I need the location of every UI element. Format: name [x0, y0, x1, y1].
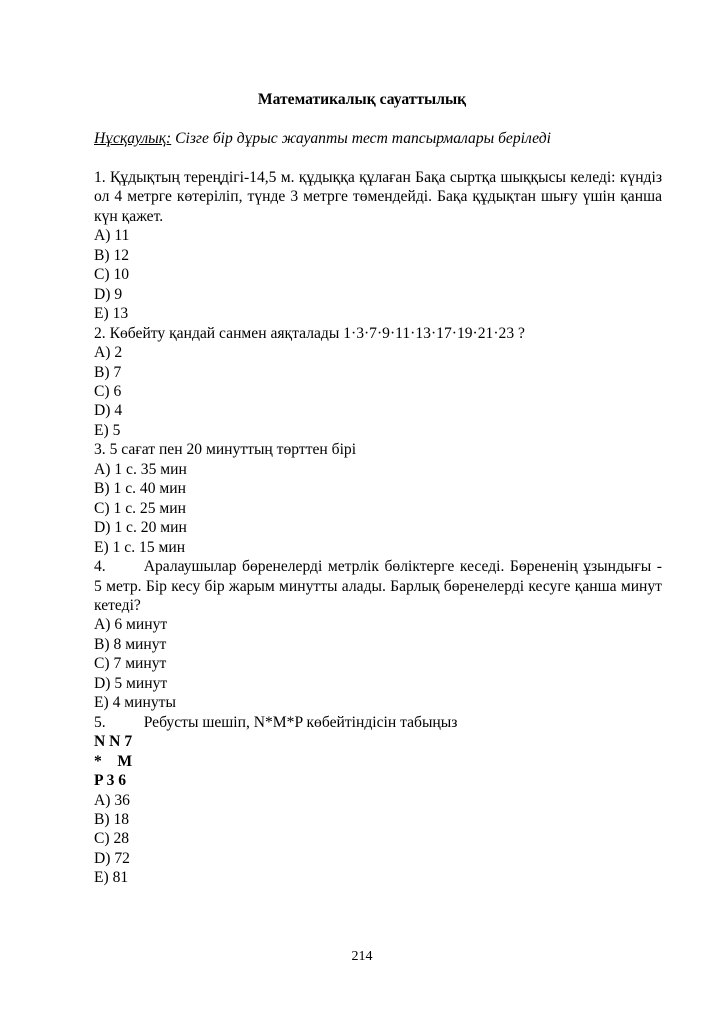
question-3-option-c: C) 1 с. 25 мин: [94, 499, 186, 517]
question-4-option-d: D) 5 минут: [94, 674, 168, 692]
question-4-number: 4.: [94, 558, 106, 576]
question-1-number: 1.: [94, 169, 106, 186]
question-1-option-e: E) 13: [94, 305, 129, 323]
question-4-option-b: B) 8 минут: [94, 635, 167, 653]
question-4-option-a: A) 6 минут: [94, 616, 168, 634]
question-2-option-c: C) 6: [94, 382, 122, 400]
question-5-option-d: D) 72: [94, 849, 130, 867]
question-5-option-c: C) 28: [94, 830, 130, 848]
question-3-option-e: E) 1 с. 15 мин: [94, 538, 186, 556]
question-4-text: Аралаушылар бөренелерді метрлік бөліктерге кеседі. Бөрененің ұзындығы - 5 метр. Бір кесу бір жарым минутты алады. Барлық бөренелерді кесуге қанша минут кетеді?: [94, 558, 662, 614]
instruction-label: Нұсқаулық:: [94, 130, 172, 147]
question-2-option-a: A) 2: [94, 344, 123, 362]
question-3-text: 5 сағат пен 20 минуттың төрттен бірі: [109, 441, 357, 459]
instruction: [94, 129, 660, 149]
question-1-option-c: C) 10: [94, 266, 130, 284]
question-1-text: Құдықтың тереңдігі-14,5 м. құдыққа құлаған Бақа сыртқа шыққысы келеді: күндіз ол 4 метрге көтеріліп, түнде 3 метрге төмендейді. Бақа құдықтан шығу үшін қанша күн қажет.: [94, 169, 662, 225]
question-4-option-c: C) 7 минут: [94, 655, 167, 673]
question-3-option-d: D) 1 с. 20 мин: [94, 519, 187, 537]
question-2-option-b: B) 7: [94, 363, 122, 381]
question-2: [94, 324, 662, 343]
rebus-line-1: N N 7: [94, 733, 133, 751]
question-4: [94, 557, 662, 615]
page-number: 214: [351, 949, 373, 964]
question-1-option-b: B) 12: [94, 246, 130, 264]
rebus-line-2: * M: [94, 752, 133, 770]
question-2-option-d: D) 4: [94, 402, 123, 420]
question-3-number: 3.: [94, 441, 106, 459]
question-2-text: Көбейту қандай санмен аяқталады 1·3·7·9·11·13·17·19·21·23 ?: [109, 324, 525, 342]
question-3-option-b: B) 1 с. 40 мин: [94, 480, 186, 498]
question-3-option-a: A) 1 с. 35 мин: [94, 460, 187, 478]
question-5-option-e: E) 81: [94, 869, 129, 887]
page-title: Математикалық сауаттылық: [257, 91, 467, 108]
question-2-number: 2.: [94, 324, 106, 342]
questions-block: [94, 168, 662, 888]
question-5: [94, 713, 662, 732]
question-5-text: Ребусты шешіп, N*M*P көбейтіндісін табыңыз: [143, 713, 458, 731]
question-1-option-d: D) 9: [94, 285, 123, 303]
instruction-text: Сізге бір дұрыс жауапты тест тапсырмалары беріледі: [171, 130, 551, 147]
question-5-option-a: A) 36: [94, 791, 130, 809]
question-1-option-a: A) 11: [94, 227, 130, 245]
question-3: [94, 440, 662, 459]
rebus-line-3: P 3 6: [94, 772, 127, 790]
question-1: [94, 168, 662, 226]
question-5-number: 5.: [94, 713, 106, 731]
question-4-option-e: E) 4 минуты: [94, 694, 176, 712]
question-5-option-b: B) 18: [94, 810, 130, 828]
question-2-option-e: E) 5: [94, 421, 121, 439]
